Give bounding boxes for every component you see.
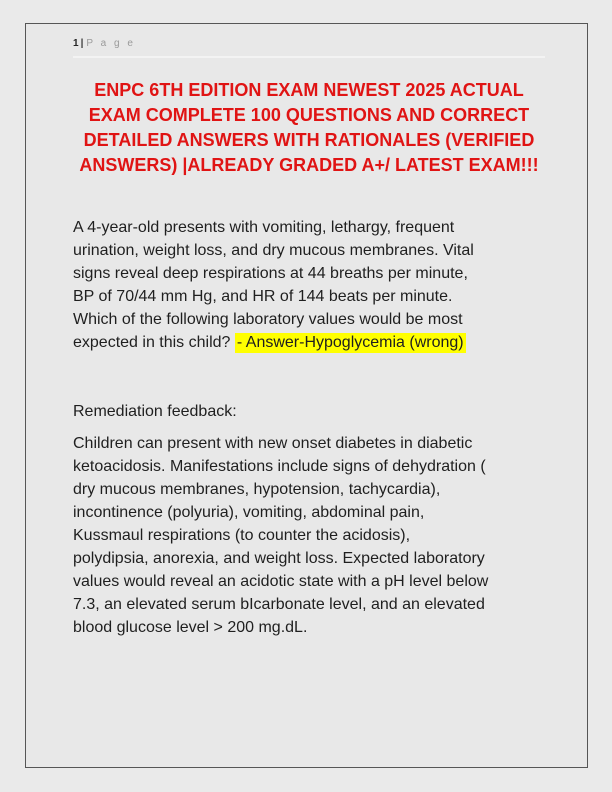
text-line: dry mucous membranes, hypotension, tachycardia), [73, 481, 441, 498]
text-line: ENPC 6TH EDITION EXAM NEWEST 2025 ACTUAL [94, 80, 524, 100]
question-last-line-prefix: expected in this child? [73, 334, 235, 351]
text-line: DETAILED ANSWERS WITH RATIONALES (VERIFIED [83, 130, 535, 150]
page-header-label: P a g e [86, 38, 136, 49]
document-page [25, 23, 588, 768]
text-line: A 4-year-old presents with vomiting, lethargy, frequent [73, 219, 455, 236]
text-line: signs reveal deep respirations at 44 breaths per minute, [73, 265, 468, 282]
text-line: Kussmaul respirations (to counter the acidosis), [73, 527, 411, 544]
text-line: Which of the following laboratory values would be most [73, 311, 463, 328]
page-number: 1 [73, 38, 79, 49]
page-header-separator: | [80, 38, 84, 49]
text-line: EXAM COMPLETE 100 QUESTIONS AND CORRECT [88, 105, 530, 125]
text-line: urination, weight loss, and dry mucous membranes. Vital [73, 242, 474, 259]
text-line: values would reveal an acidotic state with a pH level below [73, 573, 489, 590]
text-line: ANSWERS) |ALREADY GRADED A+/ LATEST EXAM!!! [79, 155, 539, 175]
page-header [73, 38, 545, 58]
text-line: blood glucose level > 200 mg.dL. [73, 619, 308, 636]
question-lines [73, 216, 545, 331]
remediation-paragraph [73, 432, 545, 639]
text-line: polydipsia, anorexia, and weight loss. Expected laboratory [73, 550, 485, 567]
remediation-heading: Remediation feedback: [73, 403, 237, 420]
text-line: ketoacidosis. Manifestations include signs of dehydration ( [73, 458, 486, 475]
exam-title [73, 78, 545, 178]
text-line: BP of 70/44 mm Hg, and HR of 144 beats per minute. [73, 288, 453, 305]
text-line: 7.3, an elevated serum bIcarbonate level, and an elevated [73, 596, 485, 613]
question-paragraph [73, 216, 545, 354]
text-line: Children can present with new onset diabetes in diabetic [73, 435, 473, 452]
question-last-line [73, 331, 545, 354]
answer-highlight: - Answer-Hypoglycemia (wrong) [236, 334, 464, 351]
text-line: incontinence (polyuria), vomiting, abdominal pain, [73, 504, 425, 521]
